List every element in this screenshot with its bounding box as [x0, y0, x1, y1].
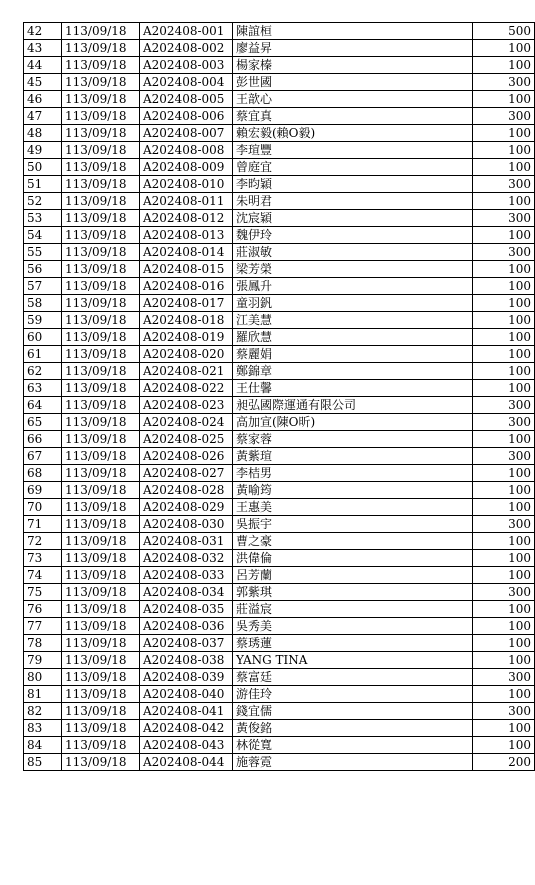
donor-name-cell: 莊溢宸 [233, 601, 473, 618]
row-number-cell: 54 [24, 227, 62, 244]
receipt-code-cell: A202408-019 [140, 329, 233, 346]
donor-name-cell: 施蓉霓 [233, 754, 473, 771]
date-cell: 113/09/18 [62, 295, 140, 312]
row-number-cell: 74 [24, 567, 62, 584]
row-number-cell: 51 [24, 176, 62, 193]
receipt-code-cell: A202408-012 [140, 210, 233, 227]
row-number-cell: 84 [24, 737, 62, 754]
amount-cell: 100 [473, 686, 535, 703]
table-row [24, 125, 535, 142]
table-row [24, 703, 535, 720]
table-row [24, 108, 535, 125]
amount-cell: 100 [473, 499, 535, 516]
row-number-cell: 52 [24, 193, 62, 210]
table-row [24, 278, 535, 295]
row-number-cell: 63 [24, 380, 62, 397]
row-number-cell: 66 [24, 431, 62, 448]
amount-cell: 100 [473, 567, 535, 584]
row-number-cell: 42 [24, 23, 62, 40]
amount-cell: 100 [473, 57, 535, 74]
receipt-code-cell: A202408-044 [140, 754, 233, 771]
table-row [24, 142, 535, 159]
row-number-cell: 76 [24, 601, 62, 618]
amount-cell: 100 [473, 431, 535, 448]
receipt-code-cell: A202408-032 [140, 550, 233, 567]
table-row [24, 550, 535, 567]
donor-name-cell: 朱明君 [233, 193, 473, 210]
receipt-code-cell: A202408-030 [140, 516, 233, 533]
receipt-code-cell: A202408-023 [140, 397, 233, 414]
amount-cell: 300 [473, 516, 535, 533]
donor-name-cell: 郭紫琪 [233, 584, 473, 601]
amount-cell: 300 [473, 74, 535, 91]
receipt-code-cell: A202408-035 [140, 601, 233, 618]
date-cell: 113/09/18 [62, 499, 140, 516]
table-row [24, 465, 535, 482]
donor-name-cell: 蔡麗娟 [233, 346, 473, 363]
donor-name-cell: 羅欣慧 [233, 329, 473, 346]
receipt-code-cell: A202408-011 [140, 193, 233, 210]
amount-cell: 100 [473, 720, 535, 737]
receipt-code-cell: A202408-026 [140, 448, 233, 465]
row-number-cell: 81 [24, 686, 62, 703]
receipt-code-cell: A202408-021 [140, 363, 233, 380]
table-row [24, 754, 535, 771]
receipt-code-cell: A202408-006 [140, 108, 233, 125]
date-cell: 113/09/18 [62, 431, 140, 448]
table-row [24, 482, 535, 499]
date-cell: 113/09/18 [62, 397, 140, 414]
date-cell: 113/09/18 [62, 601, 140, 618]
donor-name-cell: 黃紫瑄 [233, 448, 473, 465]
table-row [24, 584, 535, 601]
receipt-code-cell: A202408-007 [140, 125, 233, 142]
receipt-code-cell: A202408-037 [140, 635, 233, 652]
amount-cell: 100 [473, 227, 535, 244]
date-cell: 113/09/18 [62, 312, 140, 329]
donor-name-cell: 李桔男 [233, 465, 473, 482]
amount-cell: 300 [473, 108, 535, 125]
receipt-code-cell: A202408-016 [140, 278, 233, 295]
row-number-cell: 57 [24, 278, 62, 295]
table-row [24, 533, 535, 550]
receipt-code-cell: A202408-033 [140, 567, 233, 584]
date-cell: 113/09/18 [62, 74, 140, 91]
row-number-cell: 58 [24, 295, 62, 312]
row-number-cell: 83 [24, 720, 62, 737]
row-number-cell: 62 [24, 363, 62, 380]
receipt-code-cell: A202408-014 [140, 244, 233, 261]
date-cell: 113/09/18 [62, 108, 140, 125]
date-cell: 113/09/18 [62, 652, 140, 669]
date-cell: 113/09/18 [62, 703, 140, 720]
row-number-cell: 60 [24, 329, 62, 346]
date-cell: 113/09/18 [62, 550, 140, 567]
date-cell: 113/09/18 [62, 669, 140, 686]
donor-name-cell: 高加宣(陳O昕) [233, 414, 473, 431]
donor-name-cell: 錢宜儒 [233, 703, 473, 720]
table-row [24, 737, 535, 754]
row-number-cell: 65 [24, 414, 62, 431]
row-number-cell: 45 [24, 74, 62, 91]
date-cell: 113/09/18 [62, 210, 140, 227]
date-cell: 113/09/18 [62, 159, 140, 176]
row-number-cell: 67 [24, 448, 62, 465]
donor-name-cell: 江美慧 [233, 312, 473, 329]
donor-name-cell: 吳振宇 [233, 516, 473, 533]
date-cell: 113/09/18 [62, 125, 140, 142]
date-cell: 113/09/18 [62, 57, 140, 74]
receipt-code-cell: A202408-001 [140, 23, 233, 40]
receipt-code-cell: A202408-034 [140, 584, 233, 601]
amount-cell: 100 [473, 40, 535, 57]
table-row [24, 74, 535, 91]
amount-cell: 100 [473, 465, 535, 482]
date-cell: 113/09/18 [62, 567, 140, 584]
row-number-cell: 78 [24, 635, 62, 652]
receipt-code-cell: A202408-002 [140, 40, 233, 57]
receipt-code-cell: A202408-005 [140, 91, 233, 108]
table-row [24, 635, 535, 652]
date-cell: 113/09/18 [62, 23, 140, 40]
donor-name-cell: 黃喻筠 [233, 482, 473, 499]
donor-name-cell: 梁芳榮 [233, 261, 473, 278]
amount-cell: 100 [473, 380, 535, 397]
date-cell: 113/09/18 [62, 635, 140, 652]
donor-name-cell: 吳秀美 [233, 618, 473, 635]
donor-name-cell: 童羽釩 [233, 295, 473, 312]
date-cell: 113/09/18 [62, 329, 140, 346]
date-cell: 113/09/18 [62, 363, 140, 380]
donor-name-cell: 王惠美 [233, 499, 473, 516]
row-number-cell: 43 [24, 40, 62, 57]
date-cell: 113/09/18 [62, 737, 140, 754]
row-number-cell: 85 [24, 754, 62, 771]
amount-cell: 100 [473, 329, 535, 346]
amount-cell: 300 [473, 669, 535, 686]
receipt-code-cell: A202408-009 [140, 159, 233, 176]
receipt-code-cell: A202408-038 [140, 652, 233, 669]
donor-name-cell: 曾庭宜 [233, 159, 473, 176]
donor-name-cell: 彭世國 [233, 74, 473, 91]
amount-cell: 100 [473, 635, 535, 652]
date-cell: 113/09/18 [62, 346, 140, 363]
amount-cell: 100 [473, 737, 535, 754]
amount-cell: 300 [473, 584, 535, 601]
receipt-code-cell: A202408-029 [140, 499, 233, 516]
table-row [24, 91, 535, 108]
row-number-cell: 59 [24, 312, 62, 329]
row-number-cell: 49 [24, 142, 62, 159]
table-row [24, 295, 535, 312]
table-row [24, 23, 535, 40]
amount-cell: 100 [473, 312, 535, 329]
receipt-code-cell: A202408-004 [140, 74, 233, 91]
table-row [24, 686, 535, 703]
table-row [24, 329, 535, 346]
row-number-cell: 55 [24, 244, 62, 261]
donor-name-cell: 洪偉倫 [233, 550, 473, 567]
receipt-code-cell: A202408-025 [140, 431, 233, 448]
table-row [24, 618, 535, 635]
donor-name-cell: 王歆心 [233, 91, 473, 108]
date-cell: 113/09/18 [62, 754, 140, 771]
receipt-code-cell: A202408-010 [140, 176, 233, 193]
receipt-code-cell: A202408-039 [140, 669, 233, 686]
receipt-code-cell: A202408-036 [140, 618, 233, 635]
donor-name-cell: 昶弘國際運通有限公司 [233, 397, 473, 414]
receipt-code-cell: A202408-020 [140, 346, 233, 363]
table-row [24, 601, 535, 618]
amount-cell: 300 [473, 176, 535, 193]
donor-name-cell: 沈宸穎 [233, 210, 473, 227]
donor-name-cell: 林從寬 [233, 737, 473, 754]
date-cell: 113/09/18 [62, 618, 140, 635]
date-cell: 113/09/18 [62, 516, 140, 533]
row-number-cell: 73 [24, 550, 62, 567]
row-number-cell: 53 [24, 210, 62, 227]
amount-cell: 100 [473, 482, 535, 499]
receipt-code-cell: A202408-022 [140, 380, 233, 397]
receipt-code-cell: A202408-043 [140, 737, 233, 754]
amount-cell: 100 [473, 142, 535, 159]
donor-name-cell: 張鳳升 [233, 278, 473, 295]
date-cell: 113/09/18 [62, 91, 140, 108]
donor-name-cell: 蔡宜真 [233, 108, 473, 125]
receipt-code-cell: A202408-024 [140, 414, 233, 431]
row-number-cell: 48 [24, 125, 62, 142]
date-cell: 113/09/18 [62, 193, 140, 210]
donor-name-cell: 蔡琇蓮 [233, 635, 473, 652]
receipt-code-cell: A202408-013 [140, 227, 233, 244]
amount-cell: 300 [473, 448, 535, 465]
row-number-cell: 56 [24, 261, 62, 278]
row-number-cell: 75 [24, 584, 62, 601]
date-cell: 113/09/18 [62, 261, 140, 278]
donor-name-cell: 蔡富廷 [233, 669, 473, 686]
table-row [24, 652, 535, 669]
donor-name-cell: 李瑄豐 [233, 142, 473, 159]
donor-name-cell: 呂芳蘭 [233, 567, 473, 584]
date-cell: 113/09/18 [62, 142, 140, 159]
date-cell: 113/09/18 [62, 720, 140, 737]
row-number-cell: 47 [24, 108, 62, 125]
amount-cell: 300 [473, 414, 535, 431]
date-cell: 113/09/18 [62, 448, 140, 465]
amount-cell: 100 [473, 125, 535, 142]
row-number-cell: 46 [24, 91, 62, 108]
row-number-cell: 68 [24, 465, 62, 482]
amount-cell: 100 [473, 159, 535, 176]
row-number-cell: 72 [24, 533, 62, 550]
receipt-code-cell: A202408-008 [140, 142, 233, 159]
donor-name-cell: 李昀穎 [233, 176, 473, 193]
amount-cell: 300 [473, 397, 535, 414]
date-cell: 113/09/18 [62, 686, 140, 703]
amount-cell: 500 [473, 23, 535, 40]
amount-cell: 100 [473, 363, 535, 380]
row-number-cell: 82 [24, 703, 62, 720]
table-row [24, 669, 535, 686]
table-row [24, 516, 535, 533]
table-row [24, 312, 535, 329]
row-number-cell: 79 [24, 652, 62, 669]
table-row [24, 448, 535, 465]
table-row [24, 346, 535, 363]
donor-name-cell: 鄭錦章 [233, 363, 473, 380]
date-cell: 113/09/18 [62, 465, 140, 482]
row-number-cell: 69 [24, 482, 62, 499]
row-number-cell: 44 [24, 57, 62, 74]
amount-cell: 300 [473, 703, 535, 720]
table-row [24, 40, 535, 57]
receipt-code-cell: A202408-003 [140, 57, 233, 74]
date-cell: 113/09/18 [62, 176, 140, 193]
table-row [24, 397, 535, 414]
table-row [24, 176, 535, 193]
row-number-cell: 80 [24, 669, 62, 686]
receipt-code-cell: A202408-028 [140, 482, 233, 499]
donor-name-cell: 王仕馨 [233, 380, 473, 397]
amount-cell: 100 [473, 193, 535, 210]
table-row [24, 261, 535, 278]
donor-name-cell: YANG TINA [233, 652, 473, 669]
donor-name-cell: 曹之豪 [233, 533, 473, 550]
donor-name-cell: 蔡家蓉 [233, 431, 473, 448]
amount-cell: 100 [473, 533, 535, 550]
date-cell: 113/09/18 [62, 244, 140, 261]
row-number-cell: 50 [24, 159, 62, 176]
table-row [24, 363, 535, 380]
table-row [24, 227, 535, 244]
amount-cell: 200 [473, 754, 535, 771]
date-cell: 113/09/18 [62, 584, 140, 601]
donor-name-cell: 廖益昇 [233, 40, 473, 57]
table-row [24, 567, 535, 584]
receipt-code-cell: A202408-015 [140, 261, 233, 278]
row-number-cell: 77 [24, 618, 62, 635]
table-row [24, 210, 535, 227]
row-number-cell: 61 [24, 346, 62, 363]
date-cell: 113/09/18 [62, 40, 140, 57]
table-row [24, 244, 535, 261]
date-cell: 113/09/18 [62, 482, 140, 499]
date-cell: 113/09/18 [62, 227, 140, 244]
donor-name-cell: 黃俊銘 [233, 720, 473, 737]
table-body [24, 23, 535, 771]
row-number-cell: 64 [24, 397, 62, 414]
amount-cell: 100 [473, 601, 535, 618]
receipt-code-cell: A202408-027 [140, 465, 233, 482]
receipt-code-cell: A202408-017 [140, 295, 233, 312]
amount-cell: 300 [473, 210, 535, 227]
amount-cell: 100 [473, 261, 535, 278]
date-cell: 113/09/18 [62, 533, 140, 550]
table-row [24, 720, 535, 737]
amount-cell: 300 [473, 244, 535, 261]
date-cell: 113/09/18 [62, 278, 140, 295]
amount-cell: 100 [473, 346, 535, 363]
date-cell: 113/09/18 [62, 380, 140, 397]
table-row [24, 380, 535, 397]
receipt-code-cell: A202408-042 [140, 720, 233, 737]
amount-cell: 100 [473, 652, 535, 669]
donor-name-cell: 賴宏毅(賴O毅) [233, 125, 473, 142]
amount-cell: 100 [473, 278, 535, 295]
amount-cell: 100 [473, 550, 535, 567]
table-row [24, 414, 535, 431]
donation-table [23, 22, 535, 771]
amount-cell: 100 [473, 295, 535, 312]
table-row [24, 499, 535, 516]
table-row [24, 57, 535, 74]
donor-name-cell: 楊家榛 [233, 57, 473, 74]
row-number-cell: 71 [24, 516, 62, 533]
receipt-code-cell: A202408-040 [140, 686, 233, 703]
donor-name-cell: 游佳玲 [233, 686, 473, 703]
donor-name-cell: 陳誼桓 [233, 23, 473, 40]
amount-cell: 100 [473, 91, 535, 108]
donor-name-cell: 莊淑敏 [233, 244, 473, 261]
date-cell: 113/09/18 [62, 414, 140, 431]
receipt-code-cell: A202408-031 [140, 533, 233, 550]
amount-cell: 100 [473, 618, 535, 635]
row-number-cell: 70 [24, 499, 62, 516]
table-row [24, 159, 535, 176]
receipt-code-cell: A202408-018 [140, 312, 233, 329]
table-row [24, 431, 535, 448]
receipt-code-cell: A202408-041 [140, 703, 233, 720]
table-row [24, 193, 535, 210]
donor-name-cell: 魏伊玲 [233, 227, 473, 244]
